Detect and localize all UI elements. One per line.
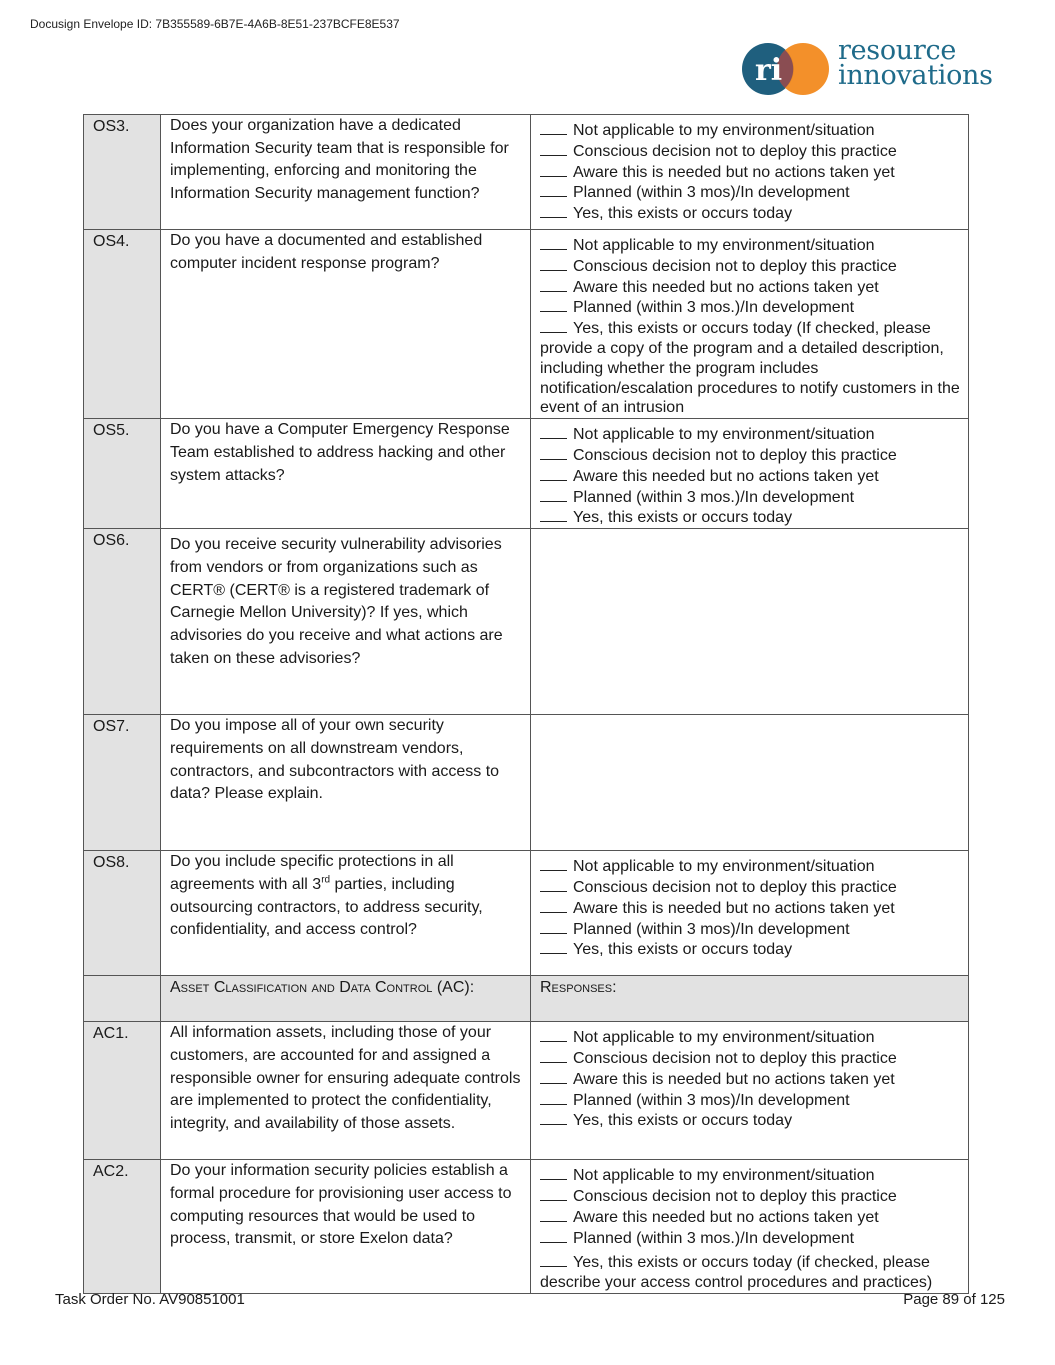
row-id: OS6. bbox=[84, 529, 161, 715]
table-row bbox=[84, 715, 969, 851]
option-item[interactable]: Planned (within 3 mos.)/In development bbox=[540, 1228, 960, 1249]
option-item[interactable]: Aware this is needed but no actions taken yet bbox=[540, 898, 960, 919]
option-item[interactable]: Yes, this exists or occurs today (If checked, please provide a copy of the program and a detailed description, including whether the program includes notification/escalation procedures to notify customers in the event of an intrusion bbox=[540, 320, 960, 417]
option-item[interactable]: Yes, this exists or occurs today bbox=[540, 507, 960, 528]
page-number: Page 89 of 125 bbox=[903, 1291, 1005, 1308]
resource-innovations-logo bbox=[741, 35, 1011, 96]
option-item[interactable]: Planned (within 3 mos)/In development bbox=[540, 1090, 960, 1111]
table-row bbox=[84, 419, 969, 529]
option-item[interactable]: Yes, this exists or occurs today bbox=[540, 203, 960, 224]
logo-wordmark: resource innovations bbox=[838, 35, 993, 91]
option-item[interactable]: Aware this is needed but no actions taken yet bbox=[540, 1069, 960, 1090]
row-id: OS3. bbox=[84, 115, 161, 230]
option-item[interactable]: Conscious decision not to deploy this practice bbox=[540, 1048, 960, 1069]
questionnaire-table bbox=[83, 114, 969, 1294]
response-answer-area[interactable] bbox=[531, 529, 969, 715]
responses-header: Responses: bbox=[531, 976, 969, 1022]
option-item[interactable]: Not applicable to my environment/situation bbox=[540, 235, 960, 256]
question-text: Do you have a documented and established computer incident response program? bbox=[161, 230, 531, 419]
option-item[interactable]: Not applicable to my environment/situation bbox=[540, 1027, 960, 1048]
question-text: Do your information security policies establish a formal procedure for provisioning user access to computing resources that would be used to process, transmit, or store Exelon data? bbox=[161, 1160, 531, 1294]
table-row bbox=[84, 115, 969, 230]
question-text: Do you impose all of your own security requirements on all downstream vendors, contractors, and subcontractors with access to data? Please explain. bbox=[161, 715, 531, 851]
option-item[interactable]: Yes, this exists or occurs today bbox=[540, 939, 960, 960]
table-row bbox=[84, 1022, 969, 1160]
option-item[interactable]: Not applicable to my environment/situation bbox=[540, 1165, 960, 1186]
row-id: OS7. bbox=[84, 715, 161, 851]
table-row bbox=[84, 529, 969, 715]
option-item[interactable]: Yes, this exists or occurs today bbox=[540, 1110, 960, 1131]
option-item[interactable]: Planned (within 3 mos.)/In development bbox=[540, 297, 960, 318]
option-item[interactable]: Planned (within 3 mos)/In development bbox=[540, 919, 960, 940]
question-text: Do you receive security vulnerability advisories from vendors or from organizations such as CERT® (CERT® is a registered trademark of Carnegie Mellon University)? If yes, which advisories do you receive and what actions are taken on these advisories? bbox=[161, 529, 531, 715]
ri-logo-icon bbox=[741, 42, 833, 96]
response-options bbox=[531, 230, 969, 419]
row-id: OS4. bbox=[84, 230, 161, 419]
option-item[interactable]: Not applicable to my environment/situation bbox=[540, 424, 960, 445]
option-item[interactable]: Aware this is needed but no actions taken yet bbox=[540, 162, 960, 183]
option-item[interactable]: Not applicable to my environment/situation bbox=[540, 120, 960, 141]
question-text: All information assets, including those of your customers, are accounted for and assigned a responsible owner for ensuring adequate controls are implemented to protect the confidentiality, integrity, and availability of those assets. bbox=[161, 1022, 531, 1160]
response-answer-area[interactable] bbox=[531, 715, 969, 851]
question-text: Do you include specific protections in all agreements with all 3rd parties, including outsourcing contractors, to address security, confidentiality, and access control? bbox=[161, 851, 531, 976]
option-item[interactable]: Aware this needed but no actions taken yet bbox=[540, 277, 960, 298]
envelope-id: Docusign Envelope ID: 7B355589-6B7E-4A6B-8E51-237BCFE8E537 bbox=[30, 17, 400, 31]
response-options bbox=[531, 419, 969, 529]
question-text: Does your organization have a dedicated Information Security team that is responsible for implementing, enforcing and monitoring the Information Security management function? bbox=[161, 115, 531, 230]
response-options bbox=[531, 1022, 969, 1160]
option-item[interactable]: Aware this needed but no actions taken yet bbox=[540, 1207, 960, 1228]
row-id: AC1. bbox=[84, 1022, 161, 1160]
response-options bbox=[531, 115, 969, 230]
option-item[interactable]: Conscious decision not to deploy this practice bbox=[540, 877, 960, 898]
section-header-row bbox=[84, 976, 969, 1022]
row-id: OS5. bbox=[84, 419, 161, 529]
option-item[interactable]: Conscious decision not to deploy this practice bbox=[540, 256, 960, 277]
section-title: Asset Classification and Data Control (AC): bbox=[161, 976, 531, 1022]
response-options bbox=[531, 851, 969, 976]
option-item[interactable]: Conscious decision not to deploy this practice bbox=[540, 1186, 960, 1207]
table-row bbox=[84, 851, 969, 976]
table-row bbox=[84, 230, 969, 419]
task-order-number: Task Order No. AV90851001 bbox=[55, 1291, 245, 1308]
section-id-cell bbox=[84, 976, 161, 1022]
question-text: Do you have a Computer Emergency Response Team established to address hacking and other system attacks? bbox=[161, 419, 531, 529]
logo-mark-r: ri bbox=[755, 53, 783, 88]
option-item[interactable]: Planned (within 3 mos.)/In development bbox=[540, 487, 960, 508]
option-item[interactable]: Aware this needed but no actions taken yet bbox=[540, 466, 960, 487]
option-item[interactable]: Conscious decision not to deploy this practice bbox=[540, 141, 960, 162]
option-item[interactable]: Planned (within 3 mos)/In development bbox=[540, 182, 960, 203]
table-row bbox=[84, 1160, 969, 1294]
response-options bbox=[531, 1160, 969, 1294]
row-id: OS8. bbox=[84, 851, 161, 976]
option-item[interactable]: Not applicable to my environment/situation bbox=[540, 856, 960, 877]
row-id: AC2. bbox=[84, 1160, 161, 1294]
option-item[interactable]: Yes, this exists or occurs today (if checked, please describe your access control procedures and practices) bbox=[540, 1254, 933, 1292]
option-item[interactable]: Conscious decision not to deploy this practice bbox=[540, 445, 960, 466]
